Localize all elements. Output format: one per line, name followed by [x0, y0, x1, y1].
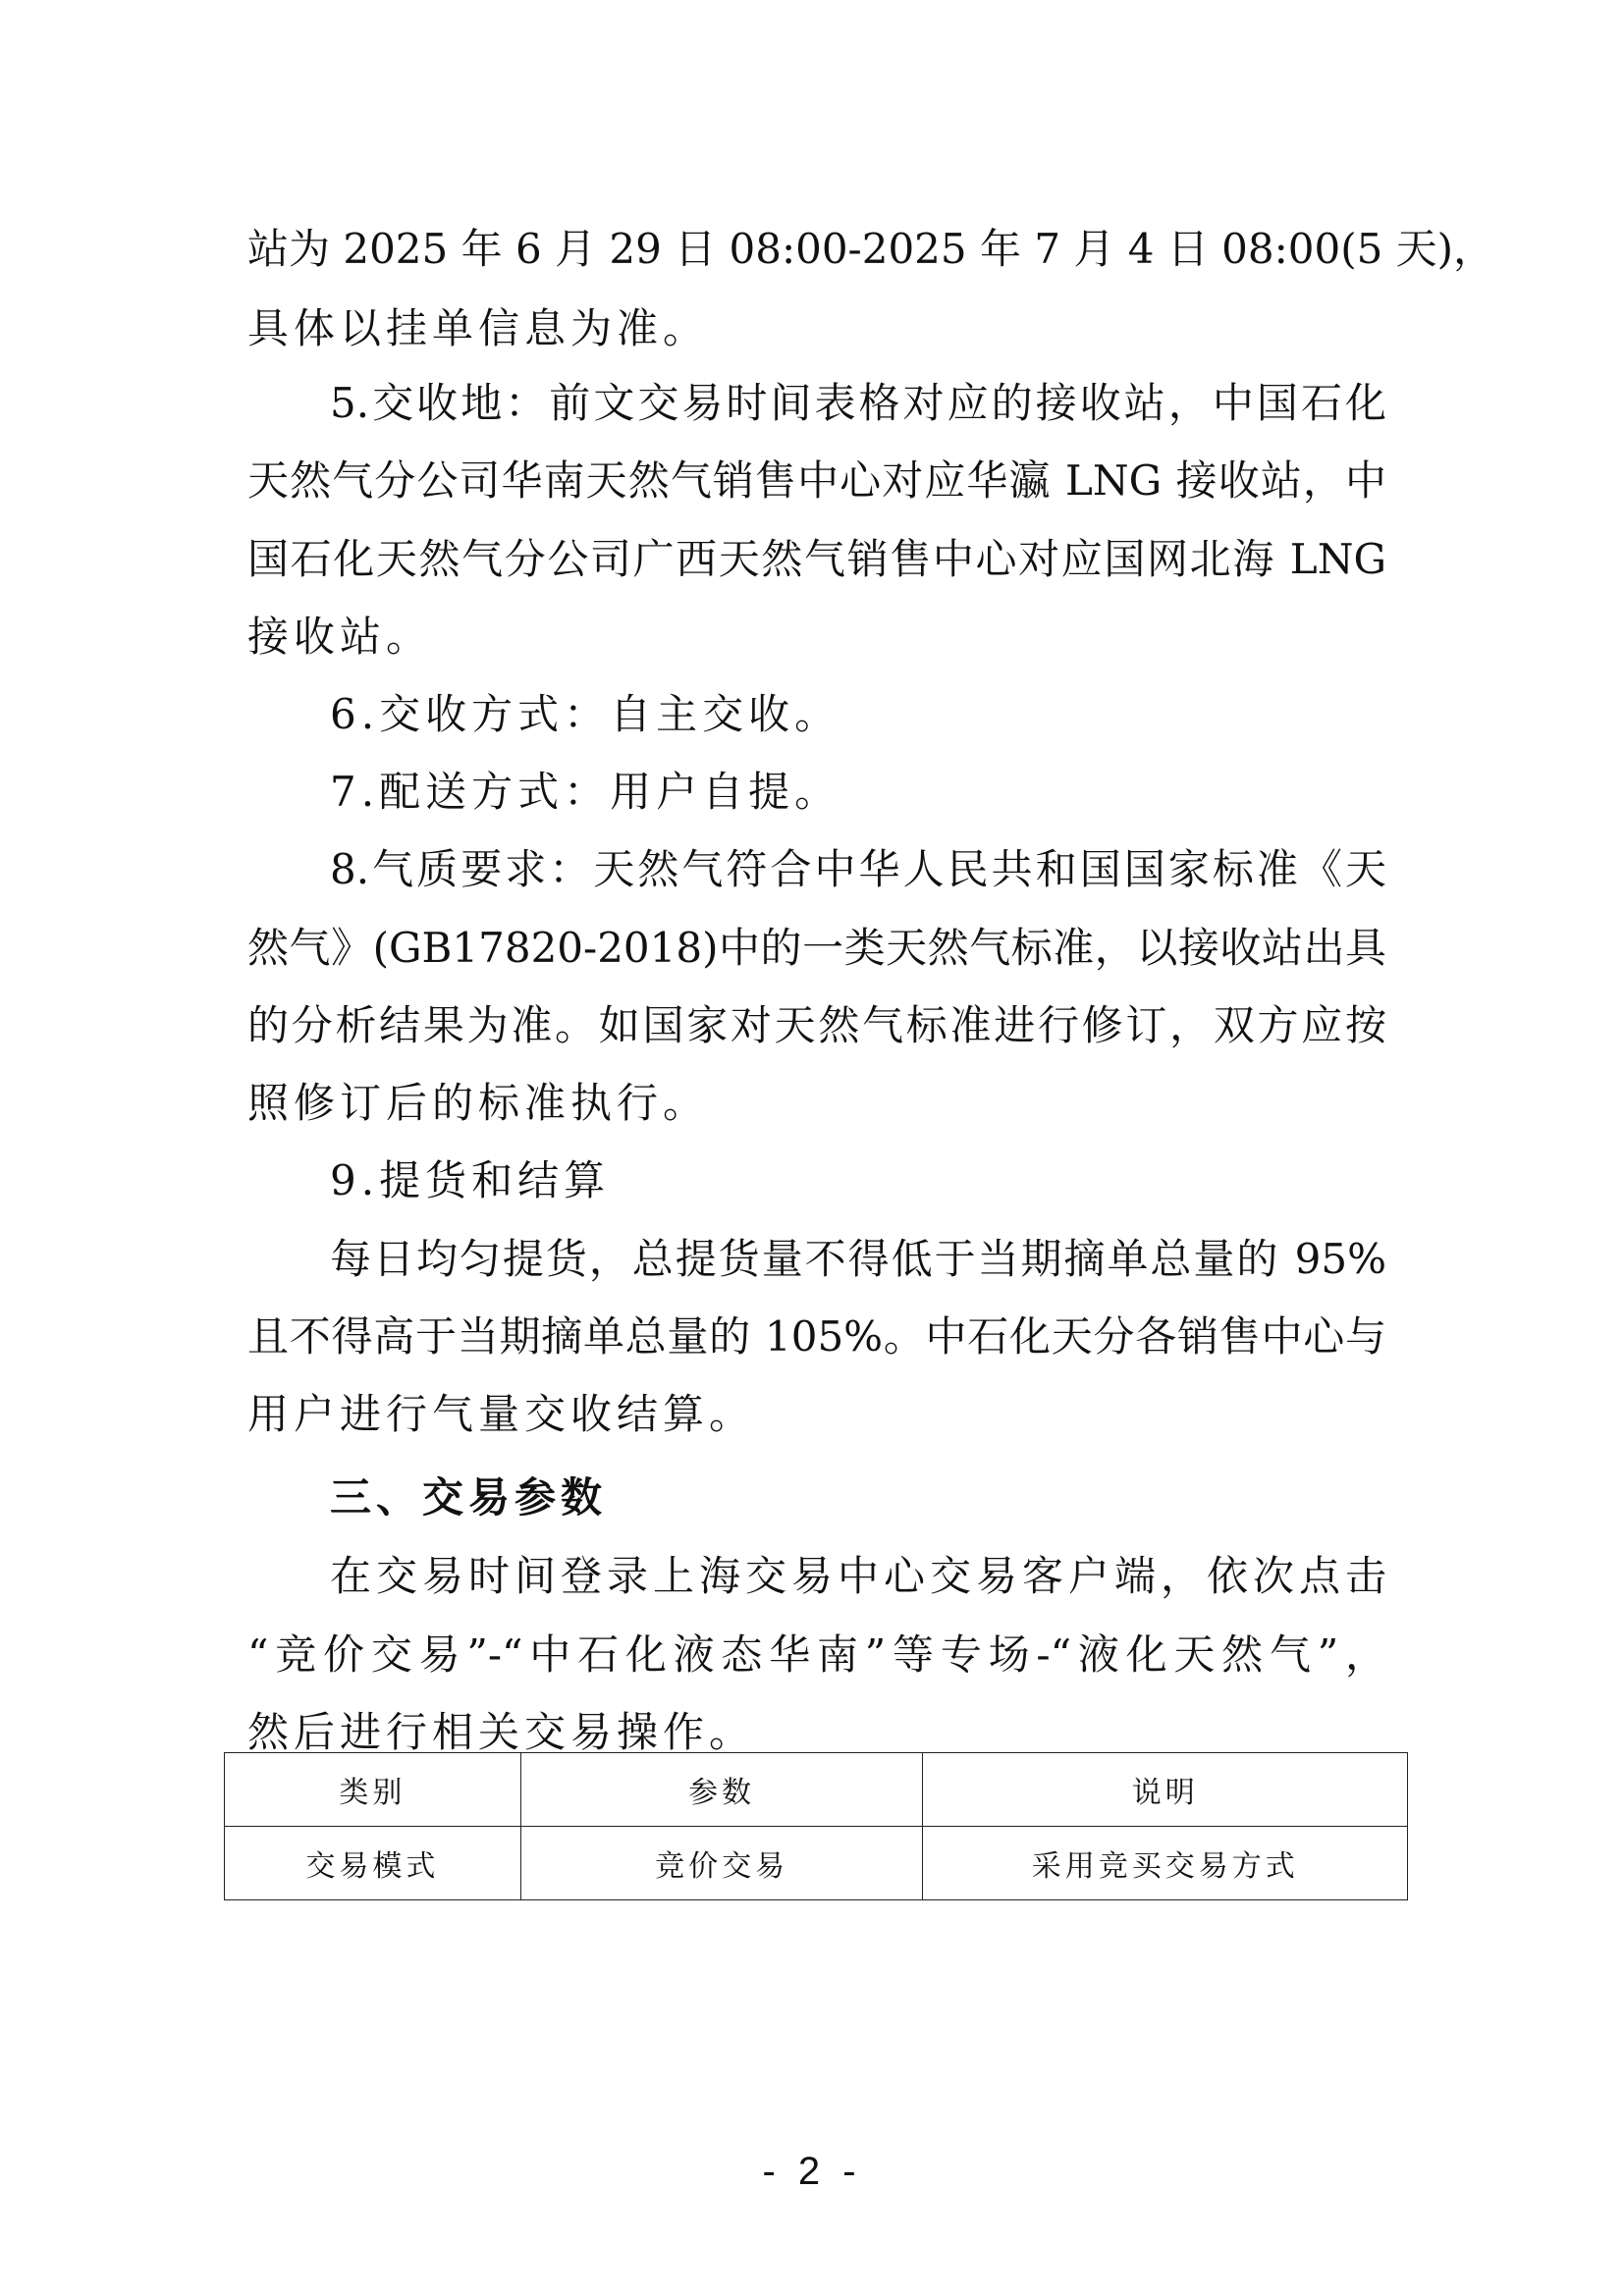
paragraph-line: 天然气分公司华南天然气销售中心对应华瀛 LNG 接收站，中 [247, 456, 1386, 505]
table-header-cell: 参数 [520, 1753, 923, 1827]
paragraph-line: 然后进行相关交易操作。 [247, 1708, 756, 1756]
paragraph-line: 用户进行气量交收结算。 [247, 1390, 756, 1438]
table-header-cell: 类别 [225, 1753, 521, 1827]
table-cell: 竞价交易 [520, 1827, 923, 1900]
paragraph-line: 在交易时间登录上海交易中心交易客户端，依次点击 [330, 1552, 1386, 1600]
table-cell: 采用竞买交易方式 [923, 1827, 1408, 1900]
trade-parameters-table [224, 1752, 1408, 1900]
page-number: - 2 - [762, 2150, 862, 2193]
paragraph-line: 8.气质要求：天然气符合中华人民共和国国家标准《天 [330, 845, 1386, 893]
paragraph-line: 的分析结果为准。如国家对天然气标准进行修订，双方应按 [247, 1001, 1386, 1049]
table-cell: 交易模式 [225, 1827, 521, 1900]
section-heading: 三、交易参数 [330, 1473, 608, 1522]
paragraph-line: 每日均匀提货，总提货量不得低于当期摘单总量的 95% [330, 1235, 1386, 1283]
paragraph-line: “竞价交易”-“中石化液态华南”等专场-“液化天然气”， [247, 1630, 1386, 1679]
paragraph-line: 照修订后的标准执行。 [247, 1079, 710, 1127]
table-header-cell: 说明 [923, 1753, 1408, 1827]
paragraph-line: 5.交收地：前文交易时间表格对应的接收站，中国石化 [330, 379, 1386, 427]
paragraph-line: 9.提货和结算 [330, 1156, 611, 1204]
paragraph-line: 7.配送方式：用户自提。 [330, 768, 841, 816]
paragraph-line: 站为 2025 年 6 月 29 日 08:00-2025 年 7 月 4 日 08:00(5 天)， [247, 225, 1495, 273]
paragraph-line: 然气》(GB17820-2018)中的一类天然气标准，以接收站出具 [247, 924, 1386, 972]
paragraph-line: 6.交收方式：自主交收。 [330, 690, 841, 738]
paragraph-line: 接收站。 [247, 613, 433, 661]
table-row [225, 1827, 1408, 1900]
paragraph-line: 具体以挂单信息为准。 [247, 304, 710, 352]
paragraph-line: 且不得高于当期摘单总量的 105%。中石化天分各销售中心与 [247, 1312, 1386, 1361]
table-header-row [225, 1753, 1408, 1827]
paragraph-line: 国石化天然气分公司广西天然气销售中心对应国网北海 LNG [247, 535, 1386, 583]
